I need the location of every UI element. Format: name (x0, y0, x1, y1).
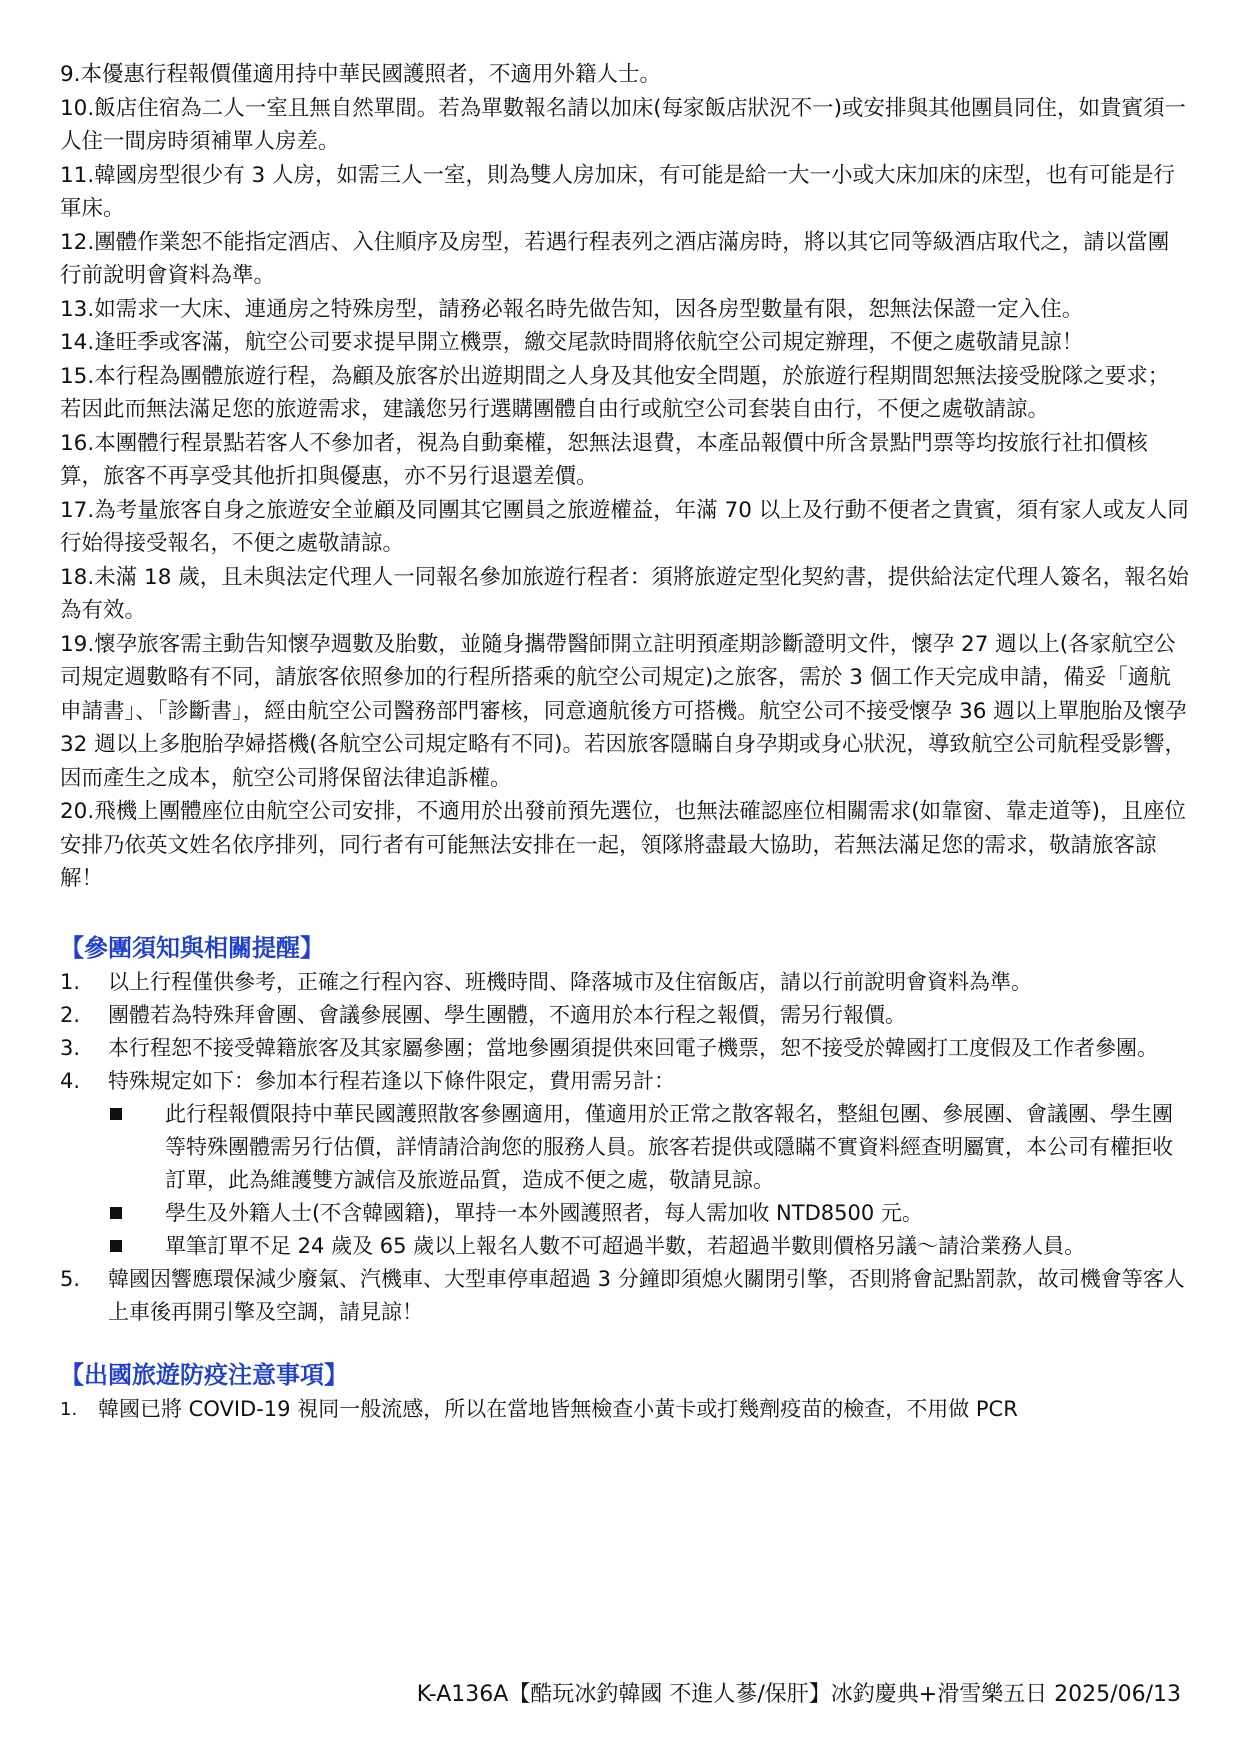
note-item: 10.飯店住宿為二人一室且無自然單間。若為單數報名請以加床(每家飯店狀況不一)或安排與其他團員同住，如貴賓須一人住一間房時須補單人房差。 (60, 95, 1186, 154)
list-item (60, 1065, 1190, 1263)
list-number: 4. (60, 1068, 81, 1093)
note-item: 20.飛機上團體座位由航空公司安排，不適用於出發前預先選位，也無法確認座位相關需求(如靠窗、靠走道等)，且座位安排乃依英文姓名依序排列，同行者有可能無法安排在一起，領隊將盡最大協助，若無法滿足您的需求，敬請旅客諒解！ (60, 799, 1186, 891)
note-item: 18.未滿 18 歲，且未與法定代理人一同報名參加旅遊行程者：須將旅遊定型化契約書，提供給法定代理人簽名，報名始為有效。 (60, 564, 1189, 623)
sub-list-item-text: 學生及外籍人士(不含韓國籍)，單持一本外國護照者，每人需加收 NTD8500 元。 (165, 1200, 923, 1225)
square-bullet-icon (110, 1240, 122, 1252)
list-number: 5. (60, 1266, 81, 1291)
list-number: 3. (60, 1035, 81, 1060)
note-item: 17.為考量旅客自身之旅遊安全並顧及同團其它團員之旅遊權益，年滿 70 以上及行動不便者之貴賓，須有家人或友人同行始得接受報名，不便之處敬請諒。 (60, 497, 1189, 556)
list-item (60, 1032, 1190, 1065)
list-number: 1. (60, 1398, 78, 1420)
section-title-epidemic-notices: 【出國旅遊防疫注意事項】 (60, 1360, 348, 1389)
note-item: 15.本行程為團體旅遊行程，為顧及旅客於出遊期間之人身及其他安全問題，於旅遊行程期間恕無法接受脫隊之要求；若因此而無法滿足您的旅遊需求，建議您另行選購團體自由行或航空公司套裝自由行，不便之處敬請諒。 (60, 363, 1170, 422)
list-item-text: 韓國已將 COVID-19 視同一般流感，所以在當地皆無檢查小黃卡或打幾劑疫苗的檢查，不用做 PCR (98, 1396, 1018, 1421)
list-item-text: 特殊規定如下：參加本行程若逢以下條件限定，費用需另計： (108, 1068, 675, 1093)
note-item: 14.逢旺季或客滿，航空公司要求提早開立機票，繳交尾款時間將依航空公司規定辦理，不便之處敬請見諒！ (60, 330, 1084, 355)
list-item (60, 1393, 1190, 1426)
square-bullet-icon (110, 1108, 122, 1120)
sub-list-item-text: 單筆訂單不足 24 歲及 65 歲以上報名人數不可超過半數，若超過半數則價格另議～請洽業務人員。 (165, 1233, 1086, 1258)
note-item: 16.本團體行程景點若客人不參加者，視為自動棄權，恕無法退費，本產品報價中所含景點門票等均按旅行社扣價核算，旅客不再享受其他折扣與優惠，亦不另行退還差價。 (60, 430, 1148, 489)
section-title-tour-notices: 【參團須知與相關提醒】 (60, 933, 324, 962)
list-number: 2. (60, 1002, 81, 1027)
page-footer: K-A136A【酷玩冰釣韓國 不進人蔘/保肝】冰釣慶典+滑雪樂五日 2025/06/13 (416, 1682, 1181, 1707)
list-item (60, 966, 1190, 999)
sub-list-item (110, 1230, 1190, 1263)
list-item-text: 團體若為特殊拜會團、會議參展團、學生團體，不適用於本行程之報價，需另行報價。 (108, 1002, 906, 1027)
document-page (60, 58, 1190, 1426)
note-item: 13.如需求一大床、連通房之特殊房型，請務必報名時先做告知，因各房型數量有限，恕無法保證一定入住。 (60, 296, 1084, 322)
special-rules-list (108, 1098, 1190, 1263)
list-number: 1. (60, 969, 81, 994)
list-item (60, 1263, 1190, 1329)
note-item: 19.懷孕旅客需主動告知懷孕週數及胎數，並隨身攜帶醫師開立註明預產期診斷證明文件，懷孕 27 週以上(各家航空公司規定週數略有不同，請旅客依照參加的行程所搭乘的航空公司規定)之旅客，需於 3 個工作天完成申請，備妥「適航申請書」、「診斷書」，經由航空公司醫務部門審核，同意適航後方可搭機。航空公司不接受懷孕 36 週以上單胞胎及懷孕 32 週以上多胞胎孕婦搭機(各航空公司規定略有不同)。若因旅客隱瞞自身孕期或身心狀況，導致航空公司航程受影響，因而產生之成本，航空公司將保留法律追訴權。 (60, 631, 1187, 791)
list-item-text: 以上行程僅供參考，正確之行程內容、班機時間、降落城市及住宿飯店，請以行前說明會資料為準。 (108, 969, 1032, 994)
note-item: 11.韓國房型很少有 3 人房，如需三人一室，則為雙人房加床，有可能是給一大一小或大床加床的床型，也有可能是行軍床。 (60, 162, 1176, 221)
tour-notices-list (60, 966, 1190, 1329)
square-bullet-icon (110, 1207, 122, 1219)
note-item: 9.本優惠行程報價僅適用持中華民國護照者，不適用外籍人士。 (60, 62, 662, 87)
sub-list-item (110, 1197, 1190, 1230)
list-item-text: 韓國因響應環保減少廢氣、汽機車、大型車停車超過 3 分鐘即須熄火關閉引擎，否則將會記點罰款，故司機會等客人上車後再開引擎及空調，請見諒！ (108, 1266, 1185, 1324)
sub-list-item (110, 1098, 1190, 1197)
list-item (60, 999, 1190, 1032)
notes-list (60, 58, 1190, 896)
sub-list-item-text: 此行程報價限持中華民國護照散客參團適用，僅適用於正常之散客報名，整組包團、參展團、會議團、學生團等特殊團體需另行估價，詳情請洽詢您的服務人員。旅客若提供或隱瞞不實資料經查明屬實，本公司有權拒收訂單，此為維護雙方誠信及旅遊品質，造成不便之處，敬請見諒。 (165, 1101, 1173, 1192)
epidemic-notices-list (60, 1393, 1190, 1426)
list-item-text: 本行程恕不接受韓籍旅客及其家屬參團；當地參團須提供來回電子機票，恕不接受於韓國打工度假及工作者參團。 (108, 1035, 1158, 1060)
note-item: 12.團體作業恕不能指定酒店、入住順序及房型，若遇行程表列之酒店滿房時，將以其它同等級酒店取代之，請以當團行前說明會資料為準。 (60, 229, 1170, 288)
